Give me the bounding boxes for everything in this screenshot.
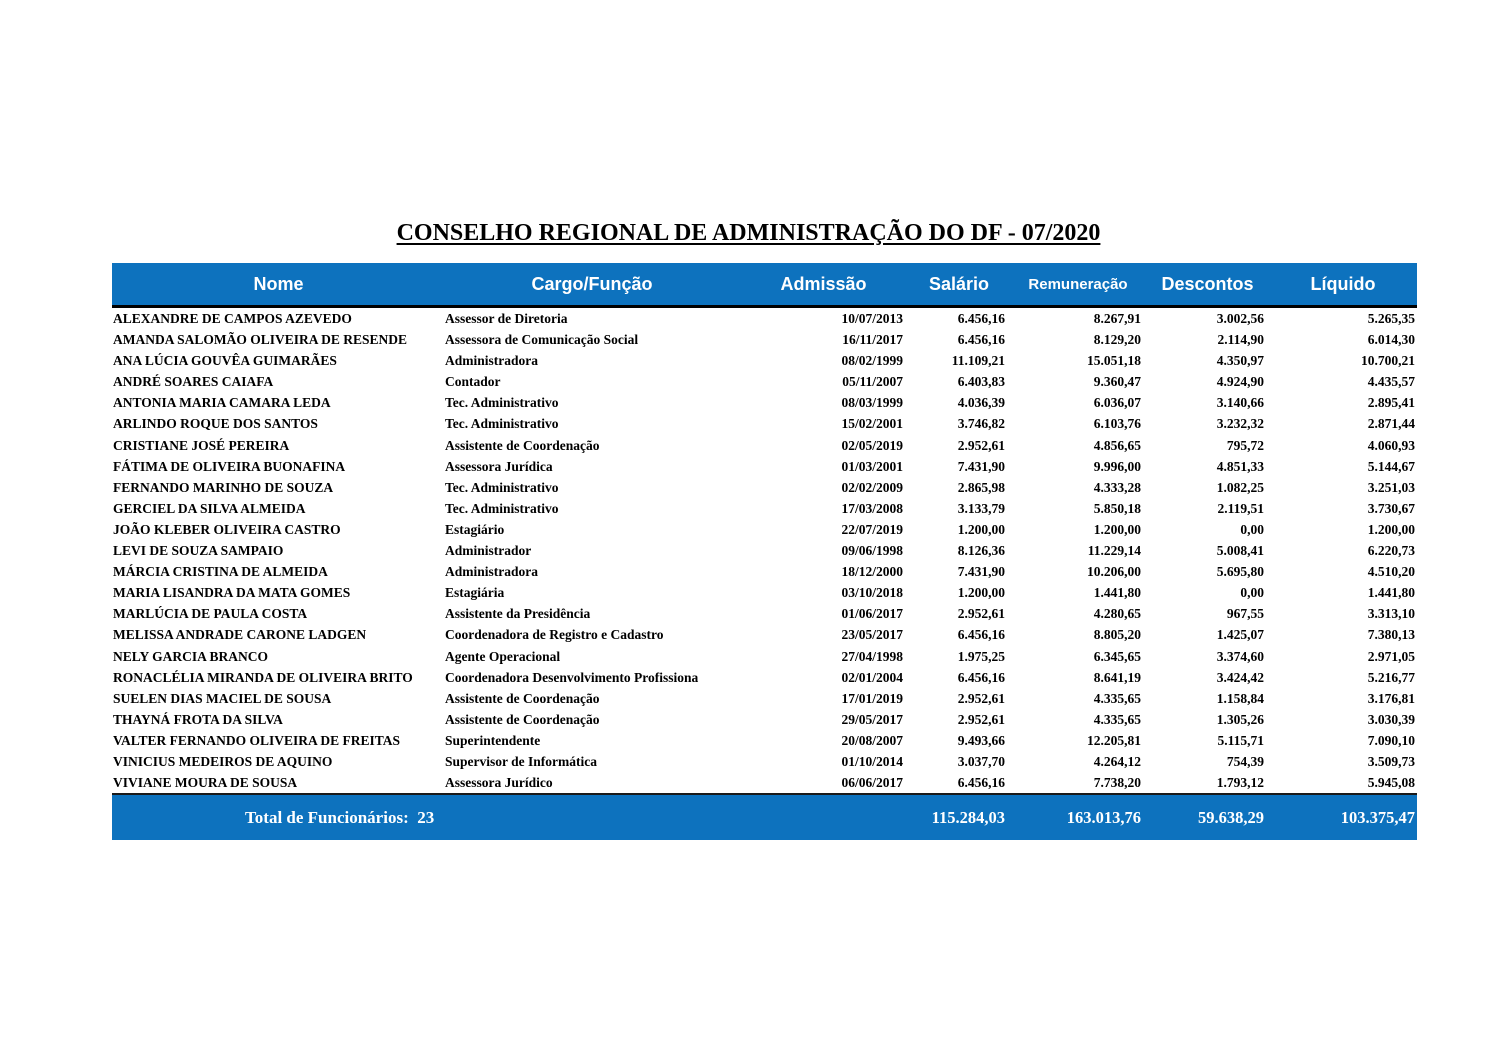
cell-salary: 2.952,61	[957, 606, 1005, 622]
cell-deductions: 5.695,80	[1216, 564, 1264, 580]
cell-name: NELY GARCIA BRANCO	[113, 648, 269, 664]
employee-row	[112, 772, 1417, 793]
cell-net: 4.060,93	[1367, 437, 1415, 453]
cell-role: Tec. Administrativo	[445, 416, 559, 432]
cell-salary: 7.431,90	[957, 564, 1005, 580]
cell-remuneration: 4.280,65	[1093, 606, 1141, 622]
cell-name: THAYNÁ FROTA DA SILVA	[113, 711, 283, 727]
cell-role: Assessora de Comunicação Social	[445, 332, 639, 348]
cell-net: 2.871,44	[1367, 416, 1415, 432]
cell-remuneration: 15.051,18	[1087, 353, 1141, 369]
cell-name: LEVI DE SOUZA SAMPAIO	[113, 543, 284, 559]
total-employees-label	[112, 808, 908, 828]
cell-deductions: 2.119,51	[1217, 500, 1264, 516]
cell-deductions: 1.158,84	[1216, 690, 1264, 706]
cell-salary: 3.133,79	[957, 500, 1005, 516]
cell-salary: 2.952,61	[957, 711, 1005, 727]
cell-admission: 01/03/2001	[841, 458, 903, 474]
cell-remuneration: 12.205,81	[1087, 732, 1141, 748]
cell-remuneration: 8.129,20	[1093, 332, 1141, 348]
cell-admission: 01/06/2017	[841, 606, 903, 622]
cell-salary: 3.037,70	[957, 753, 1005, 769]
cell-net: 5.265,35	[1367, 311, 1415, 326]
cell-remuneration: 6.036,07	[1093, 395, 1141, 411]
cell-remuneration: 9.360,47	[1093, 374, 1141, 390]
total-employees-text: Total de Funcionários:	[245, 807, 409, 827]
net-total: 103.375,47	[1340, 807, 1415, 827]
cell-remuneration: 5.850,18	[1093, 500, 1141, 516]
cell-remuneration: 8.805,20	[1093, 627, 1141, 643]
cell-admission: 17/01/2019	[841, 690, 903, 706]
cell-remuneration: 4.264,12	[1093, 753, 1141, 769]
cell-net: 6.014,30	[1367, 332, 1415, 348]
employee-row	[112, 688, 1417, 709]
deductions-total: 59.638,29	[1198, 807, 1264, 827]
cell-deductions: 4.924,90	[1216, 374, 1264, 390]
cell-salary: 2.865,98	[957, 479, 1005, 495]
column-header-nome: Nome	[253, 273, 304, 294]
employee-row	[112, 561, 1417, 582]
cell-net: 3.176,81	[1367, 690, 1415, 706]
cell-role: Superintendente	[445, 732, 541, 748]
cell-name: FÁTIMA DE OLIVEIRA BUONAFINA	[113, 458, 346, 474]
cell-net: 3.730,67	[1367, 500, 1415, 516]
page-title: CONSELHO REGIONAL DE ADMINISTRAÇÃO DO DF - 07/2020	[396, 220, 1101, 246]
total-employees-count: 23	[417, 807, 435, 827]
cell-name: ALEXANDRE DE CAMPOS AZEVEDO	[113, 311, 352, 326]
cell-salary: 6.456,16	[957, 669, 1005, 685]
employee-row	[112, 371, 1417, 392]
cell-deductions: 1.305,26	[1216, 711, 1264, 727]
column-header-salario: Salário	[928, 273, 990, 294]
cell-admission: 18/12/2000	[841, 564, 903, 580]
cell-salary: 1.200,00	[957, 585, 1005, 601]
cell-role: Coordenadora de Registro e Cadastro	[445, 627, 664, 643]
cell-remuneration: 4.856,65	[1093, 437, 1141, 453]
cell-salary: 8.126,36	[957, 543, 1005, 559]
cell-salary: 7.431,90	[957, 458, 1005, 474]
cell-role: Administrador	[445, 543, 532, 559]
cell-salary: 11.109,21	[951, 353, 1005, 369]
cell-salary: 1.975,25	[957, 648, 1005, 664]
employee-row	[112, 730, 1417, 751]
cell-admission: 16/11/2017	[842, 332, 903, 348]
cell-deductions: 0,00	[1240, 521, 1264, 537]
cell-name: SUELEN DIAS MACIEL DE SOUSA	[113, 690, 332, 706]
cell-remuneration: 6.103,76	[1093, 416, 1141, 432]
cell-net: 3.251,03	[1367, 479, 1415, 495]
cell-name: MARIA LISANDRA DA MATA GOMES	[113, 585, 351, 601]
cell-remuneration: 4.333,28	[1093, 479, 1141, 495]
cell-name: VALTER FERNANDO OLIVEIRA DE FREITAS	[113, 732, 401, 748]
cell-name: ANDRÉ SOARES CAIAFA	[113, 374, 274, 390]
cell-remuneration: 9.996,00	[1093, 458, 1141, 474]
cell-admission: 20/08/2007	[841, 732, 903, 748]
cell-admission: 17/03/2008	[841, 500, 903, 516]
column-header-liquido: Líquido	[1310, 273, 1376, 294]
cell-admission: 03/10/2018	[841, 585, 903, 601]
cell-net: 3.509,73	[1367, 753, 1415, 769]
cell-admission: 15/02/2001	[841, 416, 903, 432]
cell-net: 4.435,57	[1367, 374, 1415, 390]
cell-role: Tec. Administrativo	[445, 500, 559, 516]
cell-name: MARLÚCIA DE PAULA COSTA	[113, 606, 308, 622]
cell-deductions: 1.082,25	[1216, 479, 1264, 495]
cell-deductions: 0,00	[1240, 585, 1264, 601]
cell-net: 1.200,00	[1367, 521, 1415, 537]
cell-net: 5.144,67	[1367, 458, 1415, 474]
cell-deductions: 967,55	[1226, 606, 1264, 622]
cell-admission: 05/11/2007	[842, 374, 903, 390]
column-header-cargo-funcao: Cargo/Função	[531, 273, 653, 294]
cell-role: Assessor de Diretoria	[445, 311, 568, 326]
cell-salary: 6.456,16	[957, 775, 1005, 791]
employee-row	[112, 751, 1417, 772]
cell-salary: 2.952,61	[957, 437, 1005, 453]
cell-role: Assistente de Coordenação	[445, 690, 600, 706]
cell-deductions: 3.002,56	[1216, 311, 1264, 326]
cell-role: Assistente de Coordenação	[445, 437, 600, 453]
cell-net: 5.216,77	[1367, 669, 1415, 685]
cell-salary: 6.456,16	[957, 332, 1005, 348]
cell-remuneration: 4.335,65	[1093, 711, 1141, 727]
cell-role: Estagiário	[445, 521, 505, 537]
cell-remuneration: 8.641,19	[1093, 669, 1141, 685]
employee-row	[112, 329, 1417, 350]
cell-remuneration: 1.200,00	[1093, 521, 1141, 537]
cell-deductions: 795,72	[1226, 437, 1264, 453]
cell-admission: 01/10/2014	[841, 753, 903, 769]
employee-row	[112, 582, 1417, 603]
cell-role: Administradora	[445, 353, 539, 369]
employee-row	[112, 667, 1417, 688]
cell-admission: 02/02/2009	[841, 479, 903, 495]
cell-role: Assessora Jurídica	[445, 458, 553, 474]
cell-salary: 6.456,16	[957, 627, 1005, 643]
employee-row	[112, 519, 1417, 540]
cell-deductions: 3.374,60	[1216, 648, 1264, 664]
table-body	[112, 308, 1417, 793]
cell-admission: 08/02/1999	[841, 353, 903, 369]
cell-admission: 22/07/2019	[841, 521, 903, 537]
cell-role: Tec. Administrativo	[445, 395, 559, 411]
cell-net: 2.971,05	[1367, 648, 1415, 664]
salary-total: 115.284,03	[931, 807, 1005, 827]
cell-net: 6.220,73	[1367, 543, 1415, 559]
employee-row	[112, 308, 1417, 329]
employee-row	[112, 624, 1417, 645]
cell-admission: 02/01/2004	[841, 669, 903, 685]
cell-name: ARLINDO ROQUE DOS SANTOS	[113, 416, 318, 432]
cell-net: 7.090,10	[1367, 732, 1415, 748]
cell-role: Tec. Administrativo	[445, 479, 559, 495]
employee-row	[112, 498, 1417, 519]
employee-row	[112, 350, 1417, 371]
cell-admission: 06/06/2017	[841, 775, 903, 791]
cell-name: MELISSA ANDRADE CARONE LADGEN	[113, 627, 367, 643]
cell-deductions: 1.425,07	[1216, 627, 1264, 643]
employee-row	[112, 603, 1417, 624]
cell-deductions: 2.114,90	[1217, 332, 1264, 348]
cell-net: 1.441,80	[1367, 585, 1415, 601]
cell-admission: 29/05/2017	[841, 711, 903, 727]
employee-row	[112, 392, 1417, 413]
cell-remuneration: 6.345,65	[1093, 648, 1141, 664]
cell-name: ANTONIA MARIA CAMARA LEDA	[113, 395, 331, 411]
employee-row	[112, 435, 1417, 456]
cell-net: 2.895,41	[1367, 395, 1415, 411]
cell-deductions: 4.350,97	[1216, 353, 1264, 369]
cell-role: Administradora	[445, 564, 539, 580]
cell-salary: 4.036,39	[957, 395, 1005, 411]
cell-role: Coordenadora Desenvolvimento Profissiona	[445, 669, 699, 685]
cell-salary: 6.403,83	[957, 374, 1005, 390]
cell-role: Assistente da Presidência	[445, 606, 591, 622]
cell-name: GERCIEL DA SILVA ALMEIDA	[113, 500, 306, 516]
cell-deductions: 3.424,42	[1216, 669, 1264, 685]
cell-deductions: 3.232,32	[1216, 416, 1264, 432]
cell-salary: 3.746,82	[957, 416, 1005, 432]
cell-admission: 02/05/2019	[841, 437, 903, 453]
cell-role: Agente Operacional	[445, 648, 561, 664]
cell-role: Assistente de Coordenação	[445, 711, 600, 727]
cell-salary: 1.200,00	[957, 521, 1005, 537]
employee-row	[112, 477, 1417, 498]
cell-name: AMANDA SALOMÃO OLIVEIRA DE RESENDE	[113, 332, 408, 348]
cell-net: 5.945,08	[1367, 775, 1415, 791]
cell-name: CRISTIANE JOSÉ PEREIRA	[113, 437, 290, 453]
cell-admission: 23/05/2017	[841, 627, 903, 643]
cell-salary: 9.493,66	[957, 732, 1005, 748]
cell-deductions: 5.115,71	[1217, 732, 1264, 748]
cell-deductions: 754,39	[1226, 753, 1264, 769]
column-header-remuneracao: Remuneração	[1028, 275, 1128, 293]
table-header-row	[112, 263, 1417, 308]
cell-name: VIVIANE MOURA DE SOUSA	[113, 775, 298, 791]
cell-name: FERNANDO MARINHO DE SOUZA	[113, 479, 334, 495]
cell-name: JOÃO KLEBER OLIVEIRA CASTRO	[113, 521, 341, 537]
remuneration-total: 163.013,76	[1066, 807, 1141, 827]
column-header-admissao: Admissão	[780, 273, 867, 294]
cell-admission: 10/07/2013	[841, 311, 903, 326]
employee-row	[112, 413, 1417, 434]
cell-net: 4.510,20	[1367, 564, 1415, 580]
cell-role: Contador	[445, 374, 501, 390]
cell-net: 3.313,10	[1367, 606, 1415, 622]
cell-role: Estagiária	[445, 585, 505, 601]
cell-salary: 2.952,61	[957, 690, 1005, 706]
cell-role: Supervisor de Informática	[445, 753, 597, 769]
cell-name: MÁRCIA CRISTINA DE ALMEIDA	[113, 564, 328, 580]
employee-row	[112, 646, 1417, 667]
table-footer-row	[112, 793, 1417, 840]
cell-deductions: 5.008,41	[1216, 543, 1264, 559]
cell-name: ANA LÚCIA GOUVÊA GUIMARÃES	[113, 353, 337, 369]
payroll-table	[112, 263, 1417, 840]
cell-remuneration: 1.441,80	[1093, 585, 1141, 601]
cell-deductions: 1.793,12	[1216, 775, 1264, 791]
cell-deductions: 3.140,66	[1216, 395, 1264, 411]
employee-row	[112, 540, 1417, 561]
cell-admission: 09/06/1998	[841, 543, 903, 559]
employee-row	[112, 456, 1417, 477]
cell-name: RONACLÉLIA MIRANDA DE OLIVEIRA BRITO	[113, 669, 413, 685]
cell-remuneration: 4.335,65	[1093, 690, 1141, 706]
cell-deductions: 4.851,33	[1216, 458, 1264, 474]
cell-name: VINICIUS MEDEIROS DE AQUINO	[113, 753, 333, 769]
cell-salary: 6.456,16	[957, 311, 1005, 326]
cell-admission: 08/03/1999	[841, 395, 903, 411]
cell-remuneration: 8.267,91	[1093, 311, 1141, 326]
cell-role: Assessora Jurídico	[445, 775, 553, 791]
cell-remuneration: 7.738,20	[1093, 775, 1141, 791]
column-header-descontos: Descontos	[1161, 273, 1254, 294]
cell-remuneration: 10.206,00	[1087, 564, 1141, 580]
employee-row	[112, 709, 1417, 730]
cell-net: 3.030,39	[1367, 711, 1415, 727]
cell-admission: 27/04/1998	[841, 648, 903, 664]
cell-net: 7.380,13	[1367, 627, 1415, 643]
cell-remuneration: 11.229,14	[1087, 543, 1141, 559]
cell-net: 10.700,21	[1361, 353, 1415, 369]
